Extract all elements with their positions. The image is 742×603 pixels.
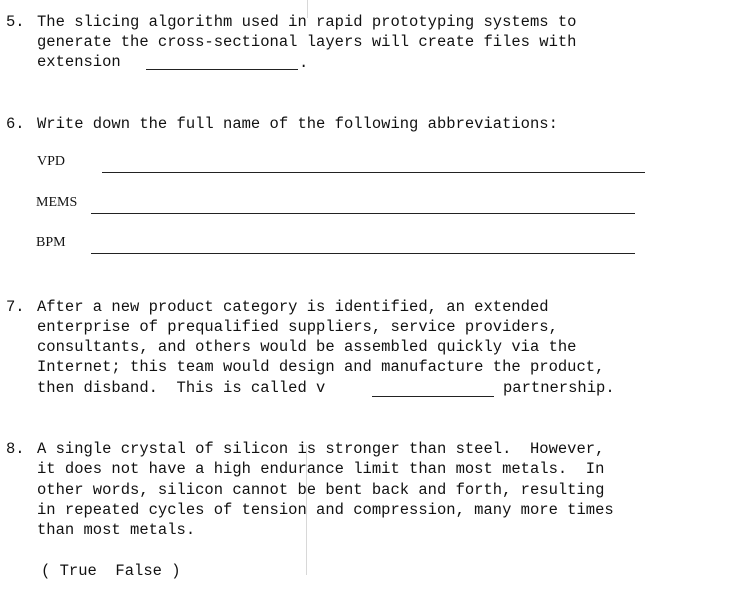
answer-blank[interactable] <box>146 69 298 70</box>
question-text-line: Internet; this team would design and manufacture the product, <box>37 358 605 376</box>
answer-blank[interactable] <box>372 396 494 397</box>
question-text-line: extension <box>37 53 121 71</box>
question-text-line: generate the cross-sectional layers will create files with <box>37 33 577 51</box>
question-number: 7. <box>6 298 25 316</box>
question-text-line-end: partnership. <box>503 379 615 397</box>
question-text-line: other words, silicon cannot be bent back and forth, resulting <box>37 481 605 499</box>
question-text-line: enterprise of prequalified suppliers, service providers, <box>37 318 558 336</box>
question-number: 8. <box>6 440 25 458</box>
question-text-line: consultants, and others would be assembled quickly via the <box>37 338 577 356</box>
question-text-line: The slicing algorithm used in rapid prototyping systems to <box>37 13 577 31</box>
question-prompt: Write down the full name of the following abbreviations: <box>37 115 558 133</box>
true-false-choice[interactable]: ( True False ) <box>41 562 181 580</box>
question-text-line: After a new product category is identified, an extended <box>37 298 549 316</box>
question-text-line: in repeated cycles of tension and compression, many more times <box>37 501 614 519</box>
abbreviation-label: VPD <box>37 154 66 169</box>
question-number: 5. <box>6 13 25 31</box>
question-number: 6. <box>6 115 25 133</box>
end-punctuation: . <box>299 54 309 72</box>
question-text-line: then disband. This is called v <box>37 379 326 397</box>
question-text-line: it does not have a high endurance limit than most metals. In <box>37 460 605 478</box>
abbreviation-label: MEMS <box>36 195 78 210</box>
question-text-line: A single crystal of silicon is stronger than steel. However, <box>37 440 605 458</box>
answer-blank[interactable] <box>102 172 645 173</box>
answer-blank[interactable] <box>91 213 635 214</box>
abbreviation-label: BPM <box>36 235 66 250</box>
question-text-line: than most metals. <box>37 521 196 539</box>
answer-blank[interactable] <box>91 253 635 254</box>
